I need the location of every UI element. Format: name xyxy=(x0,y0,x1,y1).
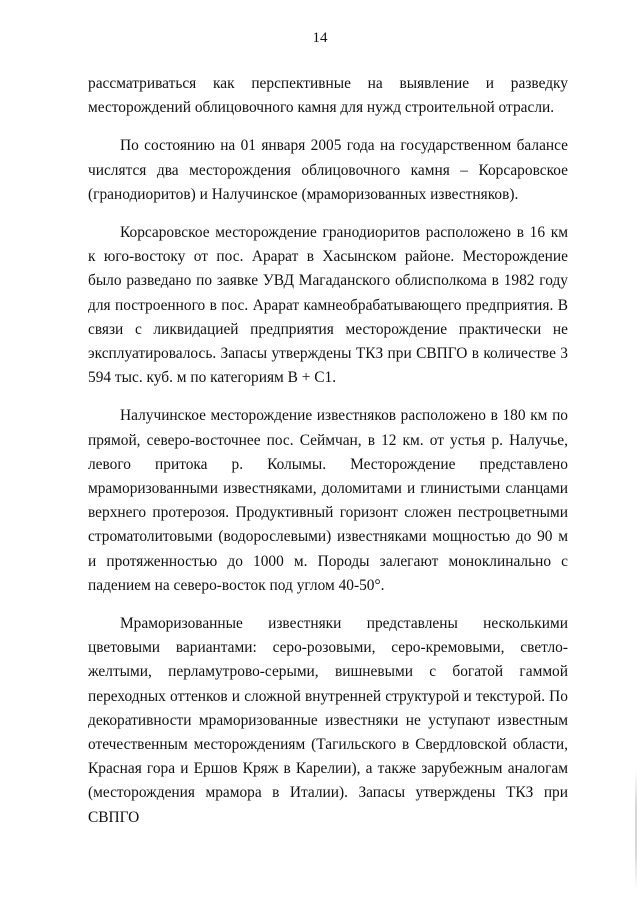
paragraph-naluchinskoe-deposit: Налучинское месторождение известняков расположено в 180 км по прямой, северо-восточнее пос. Сеймчан, в 12 км. от устья р. Налучье, левого притока р. Колымы. Месторождение представлено мраморизованными известняками, доломитами и глинистыми сланцами верхнего протерозоя. Продуктивный горизонт сложен пестроцветными строматолитовыми (водорослевыми) известняками мощностью до 90 м и протяженностью до 1000 м. Породы залегают моноклинально с падением на северо-восток под углом 40-50°. xyxy=(88,407,568,594)
paragraph-korsarovskoe-deposit: Корсаровское месторождение гранодиоритов расположено в 16 км к юго-востоку от пос. Арарат в Хасынском районе. Месторождение было разведано по заявке УВД Магаданского облисполкома в 1982 году для построенного в пос. Арарат камнеобрабатывающего предприятия. В связи с ликвидацией предприятия месторождение практически не эксплуатировалось. Запасы утверждены ТКЗ при СВПГО в количестве 3 594 тыс. куб. м по категориям В + С1. xyxy=(88,224,568,387)
page-number: 14 xyxy=(312,30,328,46)
paragraph-marble-varieties: Мраморизованные известняки представлены несколькими цветовыми вариантами: серо-розовыми, серо-кремовыми, светло-желтыми, перламутрово-серыми, вишневыми с богатой гаммой переходных оттенков и сложной внутренней структурой и текстурой. По декоративности мраморизованные известняки не уступают известным отечественным месторождениям (Тагильского в Свердловской области, Красная гора и Ершов Кряж в Карелии), а также зарубежным аналогам (месторождения мрамора в Италии). Запасы утверждены ТКЗ при СВПГО xyxy=(88,615,568,826)
document-body xyxy=(88,72,568,830)
scan-edge-mark xyxy=(635,770,637,890)
paragraph-continuation: рассматриваться как перспективные на выявление и разведку месторождений облицовочного камня для нужд строительной отрасли. xyxy=(88,75,568,117)
paragraph-balance-status: По состоянию на 01 января 2005 года на государственном балансе числятся два месторождения облицовочного камня – Корсаровское (гранодиоритов) и Налучинское (мраморизованных известняков). xyxy=(88,137,568,203)
